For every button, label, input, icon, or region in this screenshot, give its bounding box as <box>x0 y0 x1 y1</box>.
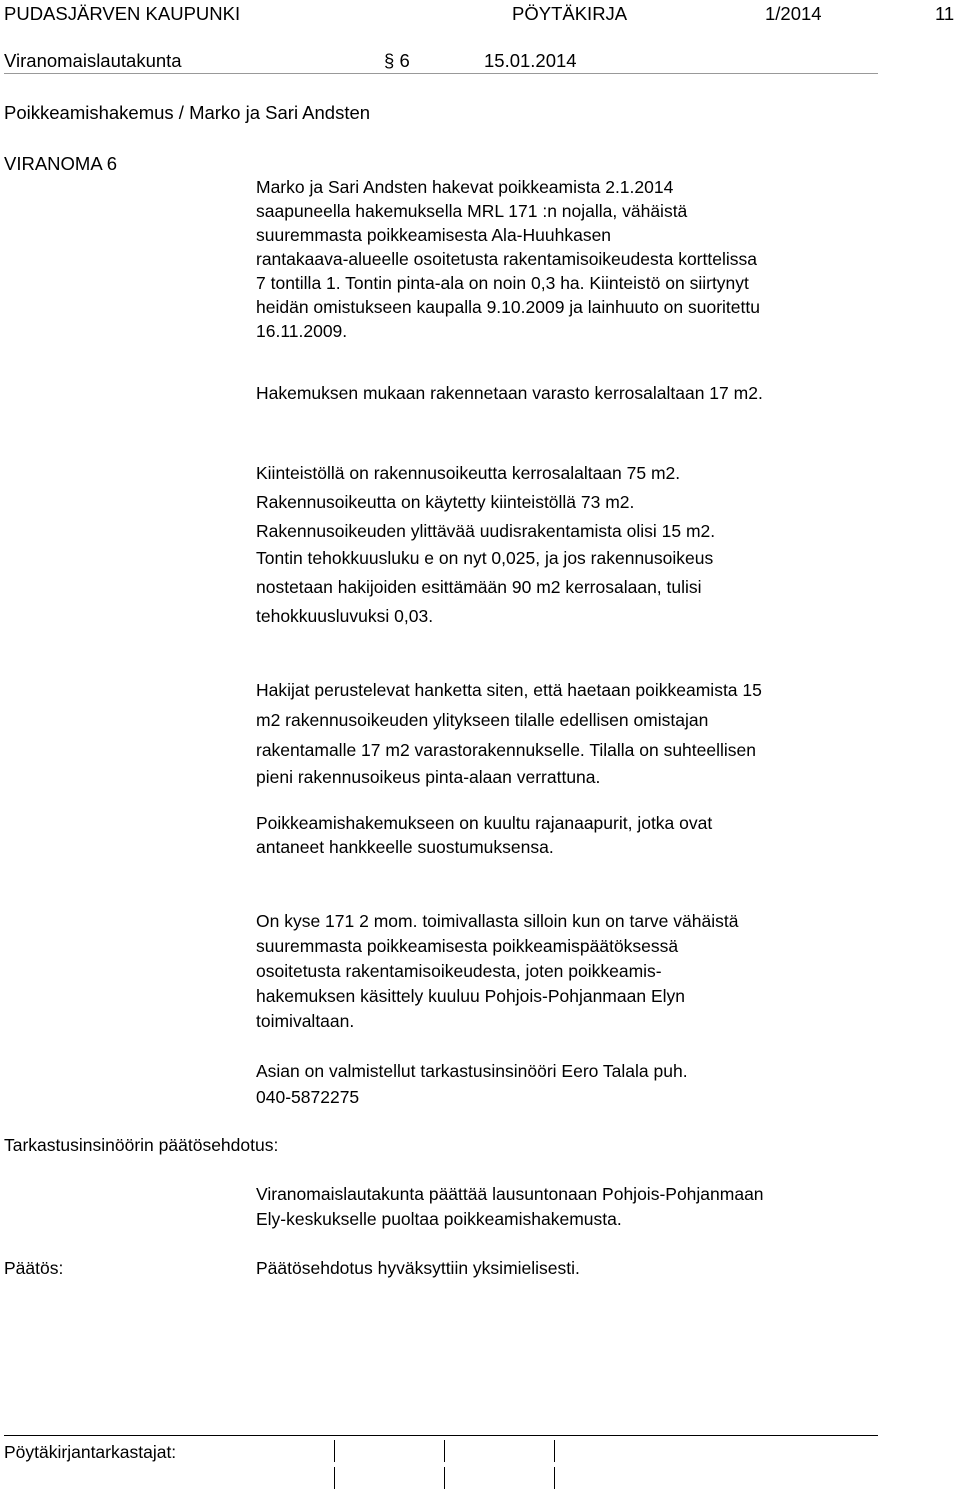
text-line: rantakaava-alueelle osoitetusta rakentamisoikeudesta korttelissa <box>256 249 757 269</box>
text-line: osoitetusta rakentamisoikeudesta, joten poikkeamis- <box>256 961 662 981</box>
paragraph-authority <box>256 909 896 1034</box>
page-number: 11 <box>935 3 955 24</box>
text-line: Rakennusoikeutta on käytetty kiinteistöllä 73 m2. <box>256 492 635 512</box>
text-line: m2 rakennusoikeuden ylitykseen tilalle edellisen omistajan <box>256 710 709 730</box>
board-name: Viranomaislautakunta <box>4 50 182 71</box>
paragraph-neighbours <box>256 811 896 859</box>
text-line: Tontin tehokkuusluku e on nyt 0,025, ja jos rakennusoikeus <box>256 548 714 568</box>
text-line: Kiinteistöllä on rakennusoikeutta kerrosalaltaan 75 m2. <box>256 463 681 483</box>
paragraph-preparer <box>256 1058 896 1110</box>
paragraph-storage <box>256 381 896 405</box>
text-line: saapuneella hakemuksella MRL 171 :n nojalla, vähäistä <box>256 201 688 221</box>
paragraph-building-rights <box>256 459 896 628</box>
signature-field-divider <box>334 1467 335 1489</box>
text-line: nostetaan hakijoiden esittämään 90 m2 kerrosalaan, tulisi <box>256 577 702 597</box>
text-line: suuremmasta poikkeamisesta Ala-Huuhkasen <box>256 225 612 245</box>
text-line: Hakijat perustelevat hanketta siten, että haetaan poikkeamista 15 <box>256 680 762 700</box>
section-reference: VIRANOMA 6 <box>4 153 118 174</box>
paragraph-justification <box>256 675 896 789</box>
text-line: 16.11.2009. <box>256 321 348 341</box>
section-sign: § <box>384 50 395 71</box>
text-line: 040-5872275 <box>256 1087 360 1107</box>
text-line: hakemuksen käsittely kuuluu Pohjois-Pohjanmaan Elyn <box>256 986 685 1006</box>
signature-field-divider <box>444 1440 445 1462</box>
proposal-label: Tarkastusinsinöörin päätösehdotus: <box>4 1135 279 1155</box>
text-line: Poikkeamishakemukseen on kuultu rajanaapurit, jotka ovat <box>256 813 713 833</box>
text-line: heidän omistukseen kaupalla 9.10.2009 ja lainhuuto on suoritettu <box>256 297 760 317</box>
text-line: pieni rakennusoikeus pinta-alaan verrattuna. <box>256 767 601 787</box>
section-number <box>384 49 410 73</box>
footer-rule <box>4 1435 878 1436</box>
text-line: antaneet hankkeelle suostumuksensa. <box>256 837 554 857</box>
signature-field-divider <box>554 1440 555 1462</box>
text-line: Viranomaislautakunta päättää lausuntonaan Pohjois-Pohjanmaan <box>256 1184 764 1204</box>
text-line: Marko ja Sari Andsten hakevat poikkeamista 2.1.2014 <box>256 177 674 197</box>
document-number: 1/2014 <box>765 3 822 24</box>
text-line: Hakemuksen mukaan rakennetaan varasto kerrosalaltaan 17 m2. <box>256 383 763 403</box>
document-type: PÖYTÄKIRJA <box>512 3 628 24</box>
decision-label: Päätös: <box>4 1258 64 1278</box>
text-line: On kyse 171 2 mom. toimivallasta silloin kun on tarve vähäistä <box>256 911 739 931</box>
signature-field-divider <box>444 1467 445 1489</box>
reviewers-label: Pöytäkirjantarkastajat: <box>4 1442 177 1462</box>
meeting-date: 15.01.2014 <box>484 50 577 71</box>
text-line: Ely-keskukselle puoltaa poikkeamishakemusta. <box>256 1209 622 1229</box>
text-line: tehokkuusluvuksi 0,03. <box>256 606 434 626</box>
proposal-text <box>256 1182 896 1232</box>
text-line: toimivaltaan. <box>256 1011 355 1031</box>
text-line: rakentamalle 17 m2 varastorakennukselle. Tilalla on suhteellisen <box>256 740 756 760</box>
text-line: suuremmasta poikkeamisesta poikkeamispäätöksessä <box>256 936 679 956</box>
decision-text: Päätösehdotus hyväksyttiin yksimielisesti. <box>256 1258 580 1278</box>
signature-field-divider <box>554 1467 555 1489</box>
section-number-value: 6 <box>399 50 410 71</box>
signature-field-divider <box>334 1440 335 1462</box>
header-rule <box>4 73 878 74</box>
paragraph-application <box>256 175 896 343</box>
text-line: 7 tontilla 1. Tontin pinta-ala on noin 0,3 ha. Kiinteistö on siirtynyt <box>256 273 749 293</box>
text-line: Asian on valmistellut tarkastusinsinööri Eero Talala puh. <box>256 1061 688 1081</box>
subject-title: Poikkeamishakemus / Marko ja Sari Andsten <box>4 102 371 123</box>
city-name: PUDASJÄRVEN KAUPUNKI <box>4 3 241 24</box>
text-line: Rakennusoikeuden ylittävää uudisrakentamista olisi 15 m2. <box>256 521 716 541</box>
